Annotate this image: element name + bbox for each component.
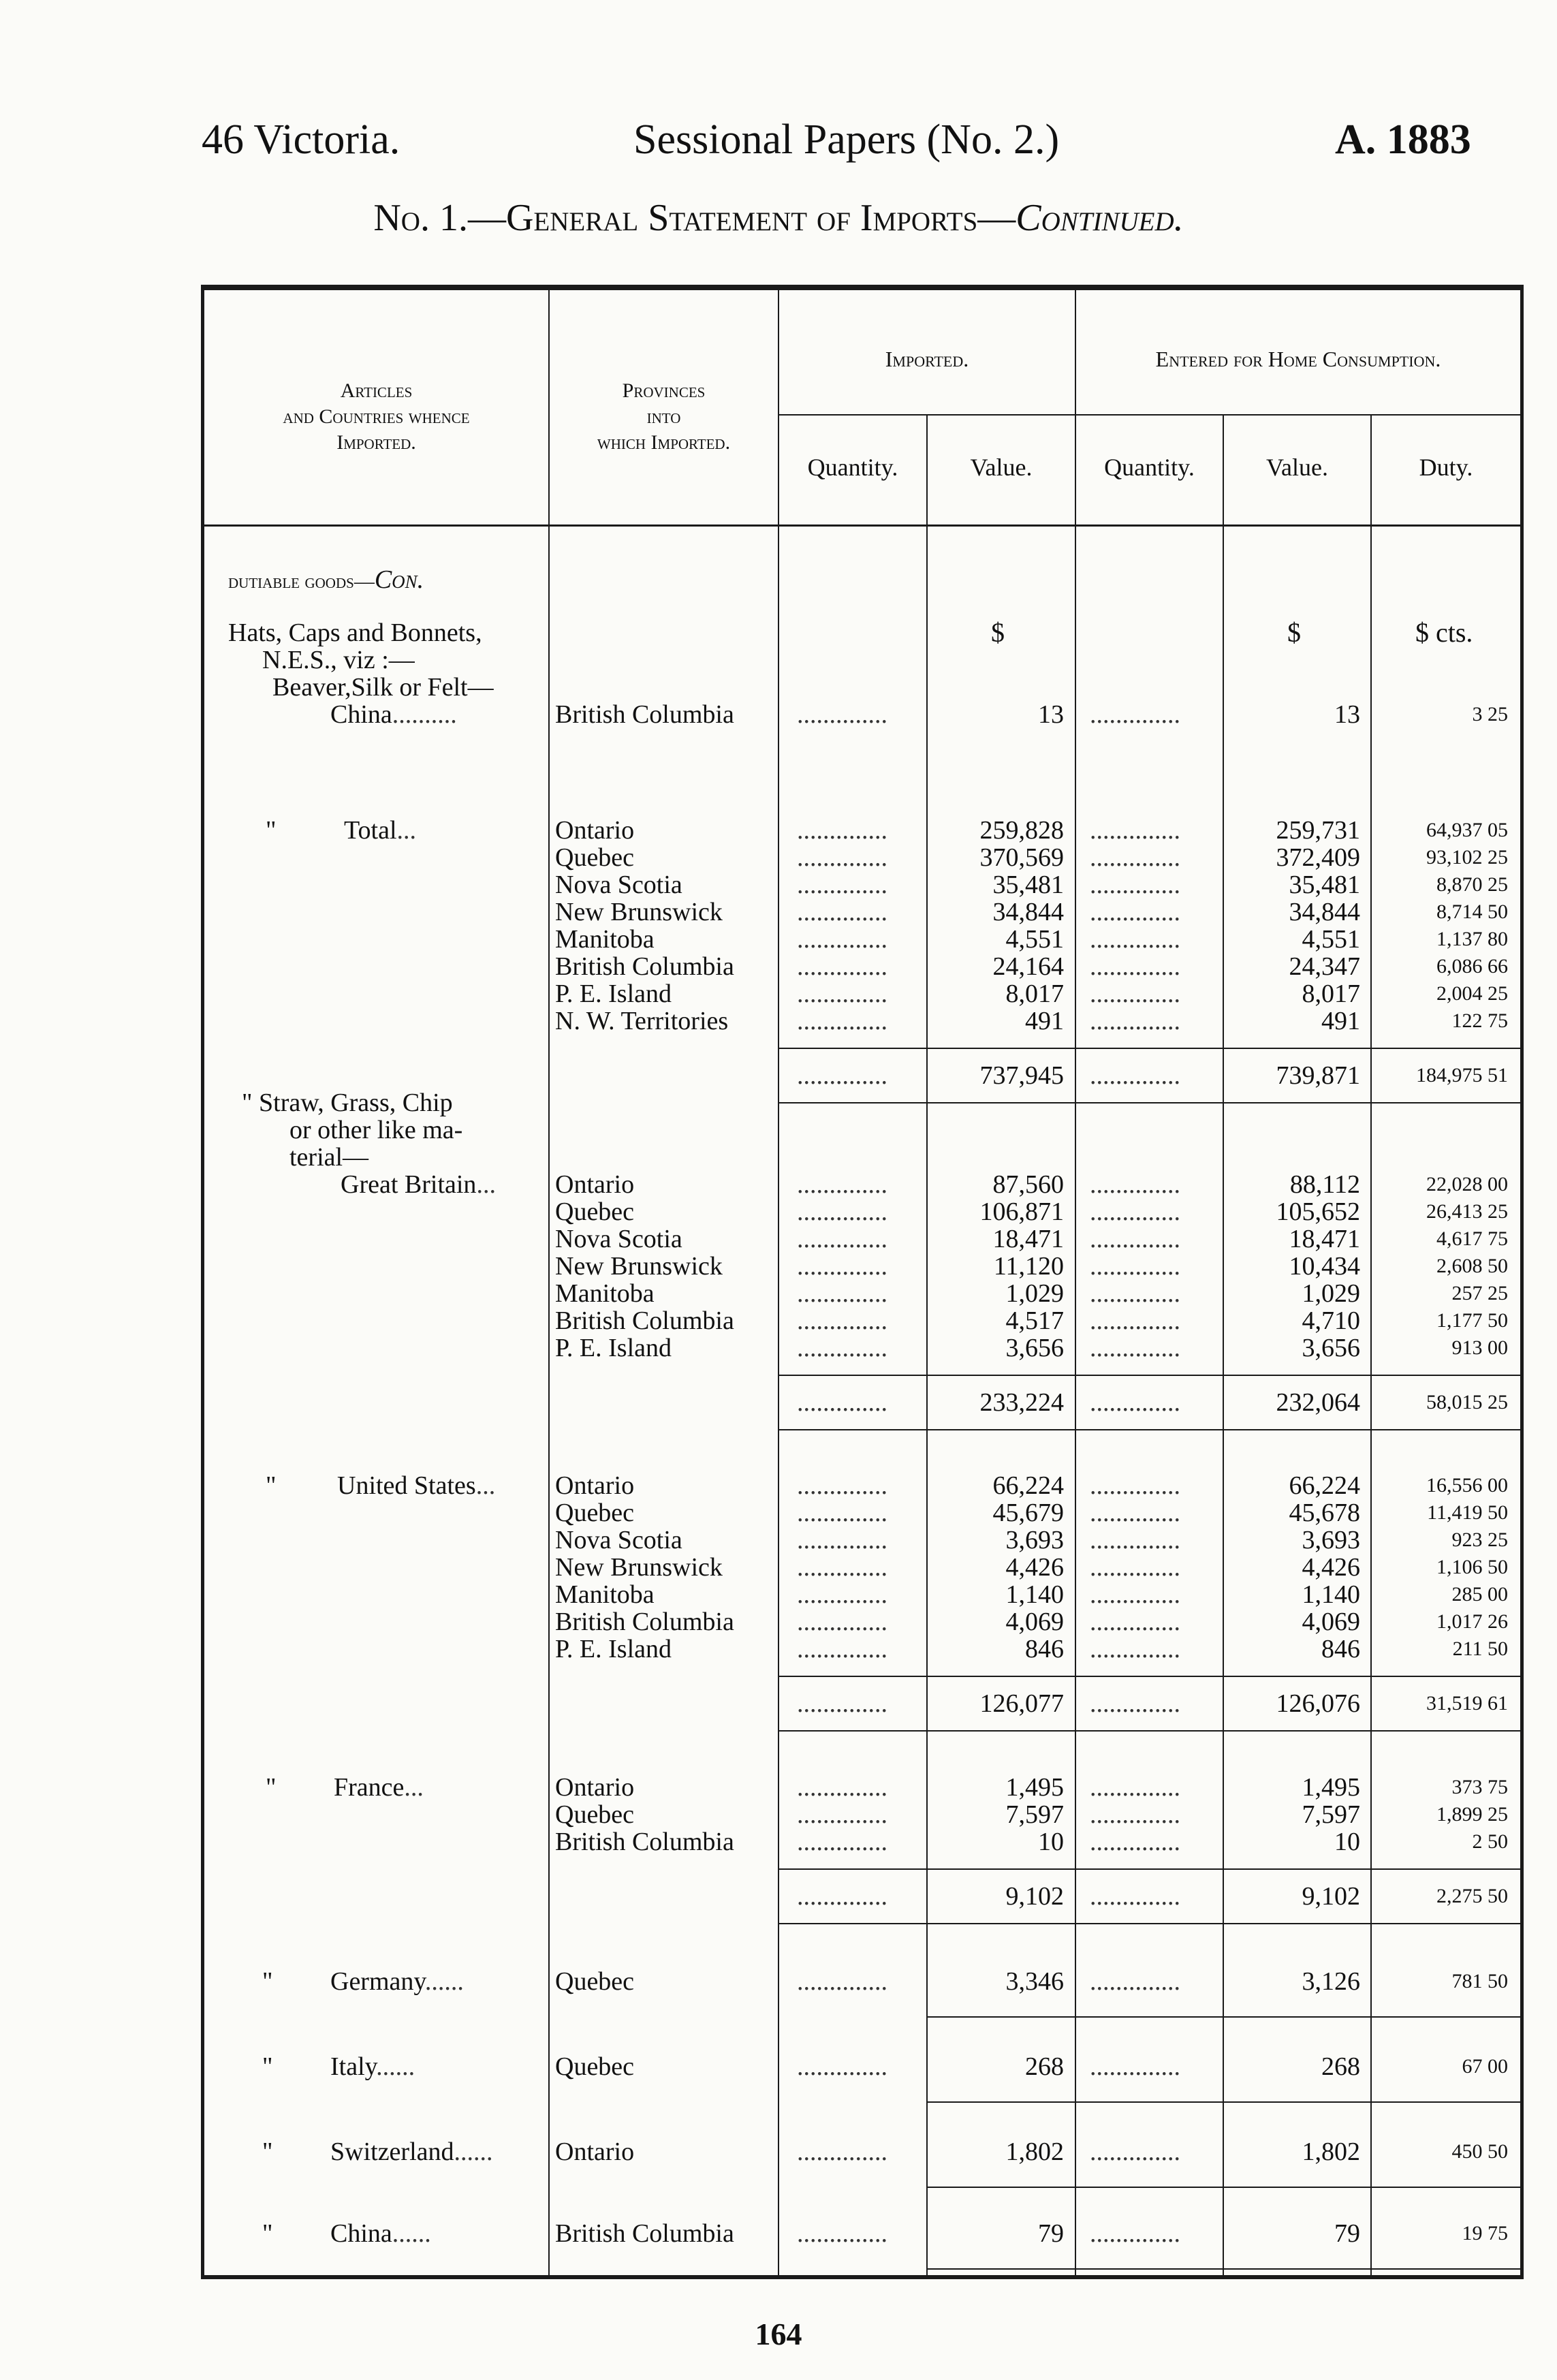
quantity-dots: .............. xyxy=(797,871,887,899)
province-name: New Brunswick xyxy=(555,1252,723,1281)
quantity-dots: .............. xyxy=(797,2219,887,2248)
header-rule xyxy=(201,524,1524,527)
col-value: Value. xyxy=(970,454,1033,481)
subheader-rule xyxy=(778,414,1524,416)
entered-value: 4,426 xyxy=(1302,1553,1360,1582)
subtotal-quantity-dots: .............. xyxy=(797,1882,887,1911)
duty-value: 923 25 xyxy=(1451,1529,1508,1551)
single-mark: " xyxy=(262,2138,273,2166)
entered-value: 1,140 xyxy=(1302,1580,1360,1609)
quantity2-dots: .............. xyxy=(1090,1499,1180,1527)
quantity-dots: .............. xyxy=(797,843,887,872)
entered-value: 45,678 xyxy=(1289,1499,1360,1527)
title-main: No. 1.—General Statement of Imports— xyxy=(373,197,1016,239)
subtotal-value2: 232,064 xyxy=(1276,1388,1360,1417)
imported-value: 79 xyxy=(1038,2219,1064,2248)
entered-value: 18,471 xyxy=(1289,1225,1360,1253)
province-name: Quebec xyxy=(555,1800,635,1829)
duty-value: 93,102 25 xyxy=(1426,846,1508,868)
imported-value: 259,828 xyxy=(979,816,1064,845)
right-border xyxy=(1520,285,1524,2279)
province-name: Manitoba xyxy=(555,925,655,954)
province-name: Ontario xyxy=(555,816,635,845)
quantity-dots: .............. xyxy=(797,898,887,926)
subtotal-duty: 2,275 50 xyxy=(1436,1885,1508,1907)
entered-value: 3,126 xyxy=(1302,1967,1360,1996)
duty-value: 373 75 xyxy=(1451,1776,1508,1798)
entered-value: 35,481 xyxy=(1289,871,1360,899)
quantity-dots: .............. xyxy=(797,1499,887,1527)
quantity2-dots: .............. xyxy=(1090,1553,1180,1582)
quantity-dots: .............. xyxy=(797,1773,887,1802)
quantity-dots: .............. xyxy=(797,980,887,1008)
imported-value: 4,517 xyxy=(1005,1306,1064,1335)
imported-value: 11,120 xyxy=(993,1252,1064,1281)
subtotal-quantity2-dots: .............. xyxy=(1090,1882,1180,1911)
duty-value: 450 50 xyxy=(1451,2140,1508,2163)
divider-articles xyxy=(548,289,550,2275)
subtotal-quantity2-dots: .............. xyxy=(1090,1689,1180,1718)
section-heading xyxy=(228,567,424,593)
subtotal-value2: 126,076 xyxy=(1276,1689,1360,1718)
duty-value: 285 00 xyxy=(1451,1583,1508,1606)
quantity2-dots: .............. xyxy=(1090,1007,1180,1035)
entered-value: 79 xyxy=(1334,2219,1360,2248)
duty-value: 26,413 25 xyxy=(1426,1200,1508,1223)
subtotal-quantity-dots: .............. xyxy=(797,1689,887,1718)
quantity2-dots: .............. xyxy=(1090,1252,1180,1281)
us-mark: " xyxy=(266,1471,277,1500)
hats-line1: Hats, Caps and Bonnets, xyxy=(228,619,482,647)
country-name: Switzerland xyxy=(330,2138,454,2166)
quantity-dots: .............. xyxy=(797,1170,887,1199)
subtotal-rule xyxy=(778,1676,1520,1677)
province-name: Quebec xyxy=(555,843,635,872)
entered-value: 1,495 xyxy=(1302,1773,1360,1802)
province-name: N. W. Territories xyxy=(555,1007,729,1035)
quantity2-dots: .............. xyxy=(1090,1306,1180,1335)
quantity-dots: .............. xyxy=(797,1608,887,1636)
entered-value: 8,017 xyxy=(1302,980,1360,1008)
quantity2-dots: .............. xyxy=(1090,1197,1180,1226)
quantity-dots: .............. xyxy=(797,1526,887,1554)
quantity-dots: .............. xyxy=(797,1225,887,1253)
entered-value: 7,597 xyxy=(1302,1800,1360,1829)
duty-value: 11,419 50 xyxy=(1427,1501,1508,1524)
header-center: Sessional Papers (No. 2.) xyxy=(633,116,1060,163)
subtotal-value: 233,224 xyxy=(979,1388,1064,1417)
us-label: United States... xyxy=(337,1471,496,1500)
quantity-dots: .............. xyxy=(797,1279,887,1308)
province-name: P. E. Island xyxy=(555,1635,672,1663)
subtotal-rule-bottom xyxy=(778,1730,1520,1732)
entered-value: 3,693 xyxy=(1302,1526,1360,1554)
imported-value: 268 xyxy=(1025,2052,1064,2081)
duty-value: 122 75 xyxy=(1451,1009,1508,1032)
quantity2-dots: .............. xyxy=(1090,843,1180,872)
hats-province: British Columbia xyxy=(555,700,734,729)
section-italic: Con. xyxy=(374,565,424,594)
quantity2-dots: .............. xyxy=(1090,816,1180,845)
imported-value: 1,029 xyxy=(1005,1279,1064,1308)
quantity-dots: .............. xyxy=(797,1967,887,1996)
entered-value: 105,652 xyxy=(1276,1197,1360,1226)
imported-value: 1,802 xyxy=(1005,2138,1064,2166)
hats-quantity-dots: .............. xyxy=(797,700,887,729)
subtotal-rule-bottom xyxy=(778,1429,1520,1430)
quantity-dots: .............. xyxy=(797,1471,887,1500)
subtotal-duty: 184,975 51 xyxy=(1416,1064,1508,1086)
country-name: Italy xyxy=(330,2052,377,2081)
quantity-dots: .............. xyxy=(797,1635,887,1663)
row-rule xyxy=(928,2101,1520,2103)
subtotal-rule xyxy=(778,1868,1520,1870)
single-label: China...... xyxy=(330,2219,431,2248)
france-label: France... xyxy=(334,1773,424,1802)
province-name: P. E. Island xyxy=(555,1334,672,1362)
quantity-dots: .............. xyxy=(797,1334,887,1362)
duty-value: 913 00 xyxy=(1451,1336,1508,1359)
entered-value: 846 xyxy=(1321,1635,1360,1663)
header-right: A. 1883 xyxy=(1335,116,1471,163)
entered-value: 491 xyxy=(1321,1007,1360,1035)
duty-value: 4,617 75 xyxy=(1436,1227,1508,1250)
hats-line3: Beaver,Silk or Felt— xyxy=(272,673,494,702)
col-provinces xyxy=(550,378,778,456)
province-name: British Columbia xyxy=(555,1608,734,1636)
quantity-dots: .............. xyxy=(797,1553,887,1582)
total_group-label: Total... xyxy=(344,816,417,845)
page-number: 164 xyxy=(755,2317,802,2351)
col-duty: Duty. xyxy=(1419,454,1473,481)
province-name: Ontario xyxy=(555,2138,635,2166)
single-mark: " xyxy=(262,2219,273,2248)
quantity2-dots: .............. xyxy=(1090,952,1180,981)
quantity-dots: .............. xyxy=(797,1800,887,1829)
duty-value: 1,177 50 xyxy=(1436,1309,1508,1332)
province-name: P. E. Island xyxy=(555,980,672,1008)
entered-value: 1,029 xyxy=(1302,1279,1360,1308)
duty-value: 6,086 66 xyxy=(1436,955,1508,977)
entered-value: 4,551 xyxy=(1302,925,1360,954)
quantity2-dots: .............. xyxy=(1090,1608,1180,1636)
quantity2-dots: .............. xyxy=(1090,2052,1180,2081)
subtotal-quantity-dots: .............. xyxy=(797,1388,887,1417)
subtotal-rule-bottom xyxy=(778,1923,1520,1924)
single-label: Switzerland...... xyxy=(330,2138,493,2166)
province-name: British Columbia xyxy=(555,1306,734,1335)
duty-value: 67 00 xyxy=(1462,2055,1508,2078)
duty-value: 64,937 05 xyxy=(1426,819,1508,841)
page-title xyxy=(0,196,1557,240)
quantity2-dots: .............. xyxy=(1090,1773,1180,1802)
bottom-rule xyxy=(201,2275,1524,2279)
entered-value: 10,434 xyxy=(1289,1252,1360,1281)
entered-value: 88,112 xyxy=(1289,1170,1360,1199)
province-name: Quebec xyxy=(555,1967,635,1996)
col-quantity: Quantity. xyxy=(807,454,898,481)
quantity2-dots: .............. xyxy=(1090,1225,1180,1253)
imported-value: 3,693 xyxy=(1005,1526,1064,1554)
single-mark: " xyxy=(262,1967,273,1996)
entered-value: 268 xyxy=(1321,2052,1360,2081)
quantity-dots: .............. xyxy=(797,1306,887,1335)
unit-value2: $ xyxy=(1287,617,1301,648)
subtotal-quantity2-dots: .............. xyxy=(1090,1061,1180,1090)
quantity2-dots: .............. xyxy=(1090,925,1180,954)
us-label-text: United States xyxy=(337,1471,476,1500)
subtotal-value: 126,077 xyxy=(979,1689,1064,1718)
province-name: British Columbia xyxy=(555,1828,734,1856)
quantity2-dots: .............. xyxy=(1090,1471,1180,1500)
row-rule xyxy=(928,2016,1520,2018)
duty-value: 1,017 26 xyxy=(1436,1610,1508,1633)
province-name: Nova Scotia xyxy=(555,1526,682,1554)
imported-value: 66,224 xyxy=(992,1471,1064,1500)
province-name: British Columbia xyxy=(555,2219,734,2248)
province-name: Ontario xyxy=(555,1170,635,1199)
imported-value: 370,569 xyxy=(979,843,1064,872)
quantity2-dots: .............. xyxy=(1090,980,1180,1008)
entered-value: 4,710 xyxy=(1302,1306,1360,1335)
divider-provinces xyxy=(778,289,779,2275)
duty-value: 1,106 50 xyxy=(1436,1556,1508,1578)
total_group-mark: " xyxy=(266,816,277,845)
col-provinces-l1: Provinces xyxy=(622,379,706,402)
duty-value: 16,556 00 xyxy=(1426,1474,1508,1497)
quantity2-dots: .............. xyxy=(1090,871,1180,899)
duty-value: 8,870 25 xyxy=(1436,873,1508,896)
imported-value: 7,597 xyxy=(1005,1800,1064,1829)
hats-value2: 13 xyxy=(1334,700,1360,729)
unit-duty: $ cts. xyxy=(1415,617,1473,648)
entered-value: 1,802 xyxy=(1302,2138,1360,2166)
imported-value: 34,844 xyxy=(992,898,1064,926)
imported-value: 3,656 xyxy=(1005,1334,1064,1362)
quantity2-dots: .............. xyxy=(1090,1828,1180,1856)
straw_gb-label: Great Britain... xyxy=(341,1170,496,1199)
imported-value: 1,140 xyxy=(1005,1580,1064,1609)
section-label: dutiable goods— xyxy=(228,570,375,593)
left-border xyxy=(201,285,204,2279)
province-name: New Brunswick xyxy=(555,898,723,926)
entered-value: 259,731 xyxy=(1276,816,1360,845)
imported-value: 87,560 xyxy=(992,1170,1064,1199)
imported-value: 846 xyxy=(1025,1635,1064,1663)
france-label-text: France xyxy=(334,1773,405,1802)
imported-value: 18,471 xyxy=(992,1225,1064,1253)
imported-value: 35,481 xyxy=(992,871,1064,899)
province-name: Manitoba xyxy=(555,1279,655,1308)
province-name: Manitoba xyxy=(555,1580,655,1609)
entered-value: 24,347 xyxy=(1289,952,1360,981)
entered-value: 4,069 xyxy=(1302,1608,1360,1636)
quantity2-dots: .............. xyxy=(1090,2138,1180,2166)
imported-value: 45,679 xyxy=(992,1499,1064,1527)
subtotal-value2: 739,871 xyxy=(1276,1061,1360,1090)
quantity-dots: .............. xyxy=(797,1197,887,1226)
entered-value: 66,224 xyxy=(1289,1471,1360,1500)
imported-value: 3,346 xyxy=(1005,1967,1064,1996)
duty-value: 19 75 xyxy=(1462,2222,1508,2244)
col-articles xyxy=(204,378,548,456)
subtotal-rule xyxy=(778,1048,1520,1049)
province-name: British Columbia xyxy=(555,952,734,981)
quantity-dots: .............. xyxy=(797,1580,887,1609)
subtotal-duty: 58,015 25 xyxy=(1426,1391,1508,1413)
col-entered: Entered for Home Consumption. xyxy=(1155,347,1441,371)
straw-line1: " Straw, Grass, Chip xyxy=(242,1089,453,1117)
col-value2: Value. xyxy=(1266,454,1328,481)
duty-value: 2,608 50 xyxy=(1436,1255,1508,1277)
row-rule xyxy=(928,2187,1520,2188)
hats-value: 13 xyxy=(1038,700,1064,729)
imported-value: 4,069 xyxy=(1005,1608,1064,1636)
quantity-dots: .............. xyxy=(797,2138,887,2166)
hats-duty: 3 25 xyxy=(1472,703,1508,725)
entered-value: 10 xyxy=(1334,1828,1360,1856)
imported-value: 4,551 xyxy=(1005,925,1064,954)
quantity-dots: .............. xyxy=(797,1252,887,1281)
quantity-dots: .............. xyxy=(797,1828,887,1856)
hats-line4: China.......... xyxy=(330,700,457,729)
duty-value: 211 50 xyxy=(1452,1638,1508,1660)
duty-value: 2,004 25 xyxy=(1436,982,1508,1005)
province-name: Nova Scotia xyxy=(555,871,682,899)
single-label: Germany...... xyxy=(330,1967,464,1996)
quantity-dots: .............. xyxy=(797,816,887,845)
province-name: Nova Scotia xyxy=(555,1225,682,1253)
duty-value: 1,137 80 xyxy=(1436,928,1508,950)
entered-value: 372,409 xyxy=(1276,843,1360,872)
imported-value: 491 xyxy=(1025,1007,1064,1035)
subtotal-value: 737,945 xyxy=(979,1061,1064,1090)
quantity-dots: .............. xyxy=(797,2052,887,2081)
subtotal-quantity-dots: .............. xyxy=(797,1061,887,1090)
quantity2-dots: .............. xyxy=(1090,1526,1180,1554)
quantity2-dots: .............. xyxy=(1090,1279,1180,1308)
subtotal-quantity2-dots: .............. xyxy=(1090,1388,1180,1417)
imported-value: 10 xyxy=(1038,1828,1064,1856)
col-imported: Imported. xyxy=(885,347,969,371)
col-provinces-l2: into xyxy=(646,405,681,428)
imported-value: 24,164 xyxy=(992,952,1064,981)
col-articles-l3: Imported. xyxy=(336,431,416,454)
quantity2-dots: .............. xyxy=(1090,898,1180,926)
hats-line2: N.E.S., viz :— xyxy=(262,646,415,674)
unit-value: $ xyxy=(991,617,1005,648)
row-rule xyxy=(928,2268,1520,2270)
straw-line3: terial— xyxy=(289,1143,369,1172)
straw_gb-label-text: Great Britain xyxy=(341,1170,477,1199)
subtotal-duty: 31,519 61 xyxy=(1426,1692,1508,1714)
quantity2-dots: .............. xyxy=(1090,1800,1180,1829)
single-mark: " xyxy=(262,2052,273,2081)
country-name: China xyxy=(330,2219,392,2248)
quantity2-dots: .............. xyxy=(1090,1635,1180,1663)
quantity2-dots: .............. xyxy=(1090,1170,1180,1199)
imported-value: 8,017 xyxy=(1005,980,1064,1008)
duty-value: 257 25 xyxy=(1451,1282,1508,1304)
single-label: Italy...... xyxy=(330,2052,415,2081)
quantity2-dots: .............. xyxy=(1090,1967,1180,1996)
subtotal-rule xyxy=(778,1375,1520,1376)
quantity2-dots: .............. xyxy=(1090,2219,1180,2248)
hats-quantity2-dots: .............. xyxy=(1090,700,1180,729)
quantity-dots: .............. xyxy=(797,925,887,954)
col-provinces-l3: which Imported. xyxy=(597,431,731,454)
province-name: New Brunswick xyxy=(555,1553,723,1582)
subtotal-value: 9,102 xyxy=(1005,1882,1064,1911)
quantity2-dots: .............. xyxy=(1090,1334,1180,1362)
header-left: 46 Victoria. xyxy=(202,116,400,163)
entered-value: 34,844 xyxy=(1289,898,1360,926)
divider-value xyxy=(1075,289,1076,2275)
quantity2-dots: .............. xyxy=(1090,1580,1180,1609)
quantity-dots: .............. xyxy=(797,1007,887,1035)
straw-line2: or other like ma- xyxy=(289,1116,463,1144)
top-rule-thin xyxy=(201,289,1524,290)
subtotal-value2: 9,102 xyxy=(1302,1882,1360,1911)
duty-value: 1,899 25 xyxy=(1436,1803,1508,1826)
duty-value: 2 50 xyxy=(1472,1830,1508,1853)
col-articles-l2: and Countries whence xyxy=(283,405,470,428)
country-name: Germany xyxy=(330,1967,425,1996)
col-articles-l1: Articles xyxy=(340,379,413,402)
duty-value: 781 50 xyxy=(1451,1970,1508,1992)
total_group-label-text: Total xyxy=(344,816,397,845)
province-name: Quebec xyxy=(555,1197,635,1226)
province-name: Ontario xyxy=(555,1773,635,1802)
imported-value: 106,871 xyxy=(979,1197,1064,1226)
subtotal-rule-bottom xyxy=(778,1102,1520,1103)
duty-value: 22,028 00 xyxy=(1426,1173,1508,1195)
hats-china: China xyxy=(330,700,392,729)
france-mark: " xyxy=(266,1773,277,1802)
duty-value: 8,714 50 xyxy=(1436,901,1508,923)
imported-value: 4,426 xyxy=(1005,1553,1064,1582)
col-quantity2: Quantity. xyxy=(1104,454,1195,481)
province-name: Quebec xyxy=(555,2052,635,2081)
entered-value: 3,656 xyxy=(1302,1334,1360,1362)
province-name: Quebec xyxy=(555,1499,635,1527)
quantity-dots: .............. xyxy=(797,952,887,981)
imported-value: 1,495 xyxy=(1005,1773,1064,1802)
title-continued: Continued. xyxy=(1016,197,1184,239)
province-name: Ontario xyxy=(555,1471,635,1500)
